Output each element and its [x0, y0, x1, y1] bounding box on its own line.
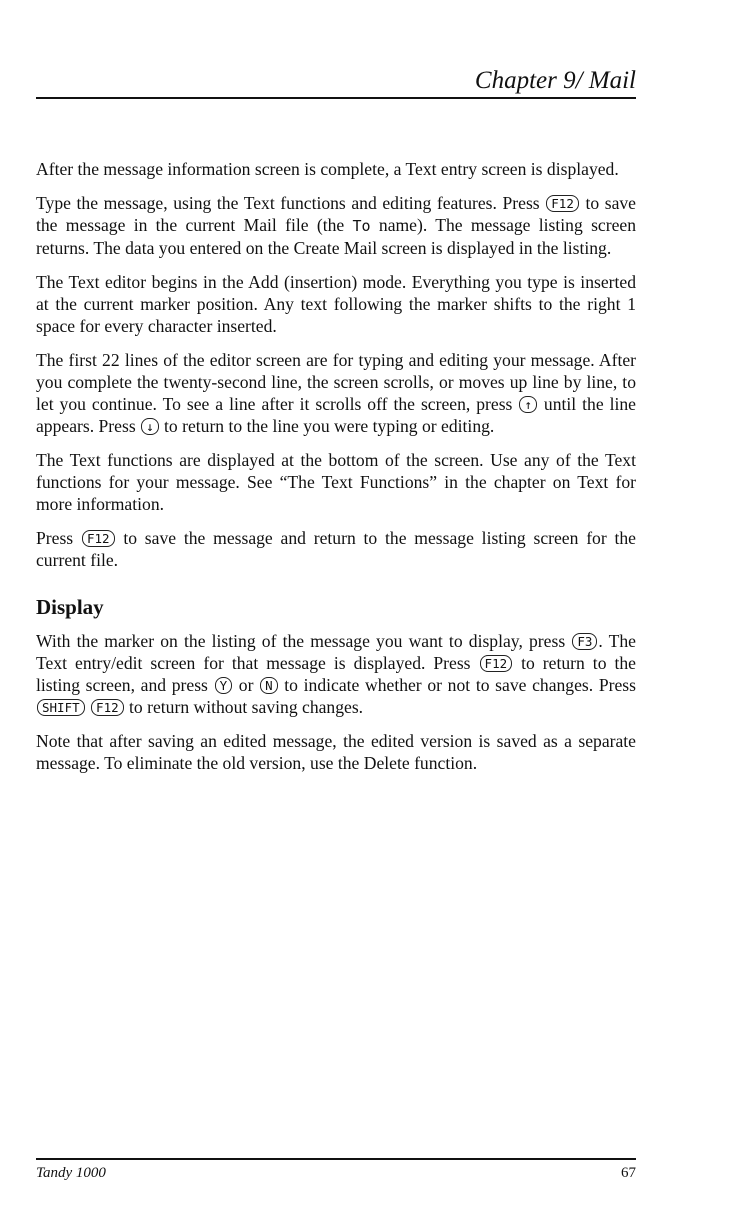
p7-text-f: to return without saving changes.: [129, 697, 364, 717]
p7-text-e: to indicate whether or not to save changes. Press: [284, 675, 636, 695]
p7-text-d: or: [238, 675, 254, 695]
down-arrow-key: ↓: [141, 418, 159, 435]
p6-text-a: Press: [36, 528, 74, 548]
paragraph-text-functions: The Text functions are displayed at the bottom of the screen. Use any of the Text functions for your message. See “The Text Functions” in the chapter on Text for more information.: [36, 450, 636, 514]
paragraph-save: [36, 527, 636, 571]
page-number: 67: [621, 1165, 636, 1181]
paragraph-display: [36, 630, 636, 718]
p7-text-b: . The Text entry/edit screen for that message is displayed. Press: [36, 631, 636, 673]
f12-key: F12: [91, 699, 124, 716]
p2-text-b: to save the message in the current Mail file (the: [36, 193, 636, 235]
section-heading-display: Display: [36, 595, 104, 619]
p2-text-c: name). The message listing screen returns. The data you entered on the Create Mail screen is displayed in the listing.: [36, 215, 636, 258]
p4-text-c: to return to the line you were typing or editing.: [164, 416, 495, 436]
f3-key: F3: [572, 633, 597, 650]
up-arrow-key: ↑: [519, 396, 537, 413]
y-key: Y: [215, 677, 233, 694]
p2-text-a: Type the message, using the Text functions and editing features. Press: [36, 193, 540, 213]
n-key: N: [260, 677, 278, 694]
f12-key: F12: [546, 195, 579, 212]
p6-text-b: to save the message and return to the message listing screen for the current file.: [36, 528, 636, 570]
paragraph-editor-lines: [36, 349, 636, 437]
f12-key: F12: [480, 655, 513, 672]
paragraph-edited-note: Note that after saving an edited message, the edited version is saved as a separate message. To eliminate the old version, use the Delete function.: [36, 731, 636, 773]
p4-text-a: The first 22 lines of the editor screen are for typing and editing your message. After you complete the twenty-second line, the screen scrolls, or moves up line by line, to let you continue. To see a line after it scrolls off the screen, press: [36, 350, 636, 414]
footer-title: Tandy 1000: [36, 1165, 106, 1181]
footer-rule: [36, 1158, 636, 1160]
header-rule: [36, 97, 636, 99]
paragraph-intro: After the message information screen is complete, a Text entry screen is displayed.: [36, 159, 619, 179]
running-head: Chapter 9/ Mail: [474, 67, 636, 94]
paragraph-type-message: [36, 192, 636, 259]
p7-text-a: With the marker on the listing of the message you want to display, press: [36, 631, 566, 651]
shift-key: SHIFT: [37, 699, 85, 716]
page-body: [36, 158, 636, 786]
paragraph-add-mode: The Text editor begins in the Add (insertion) mode. Everything you type is inserted at the current marker position. Any text following the marker shifts to the right 1 space for every character inserted.: [36, 272, 636, 336]
f12-key: F12: [82, 530, 115, 547]
to-field-name: To: [352, 217, 371, 235]
p7-text-c: to return to the listing screen, and press: [36, 653, 636, 695]
p4-text-b: until the line appears. Press: [36, 394, 636, 436]
